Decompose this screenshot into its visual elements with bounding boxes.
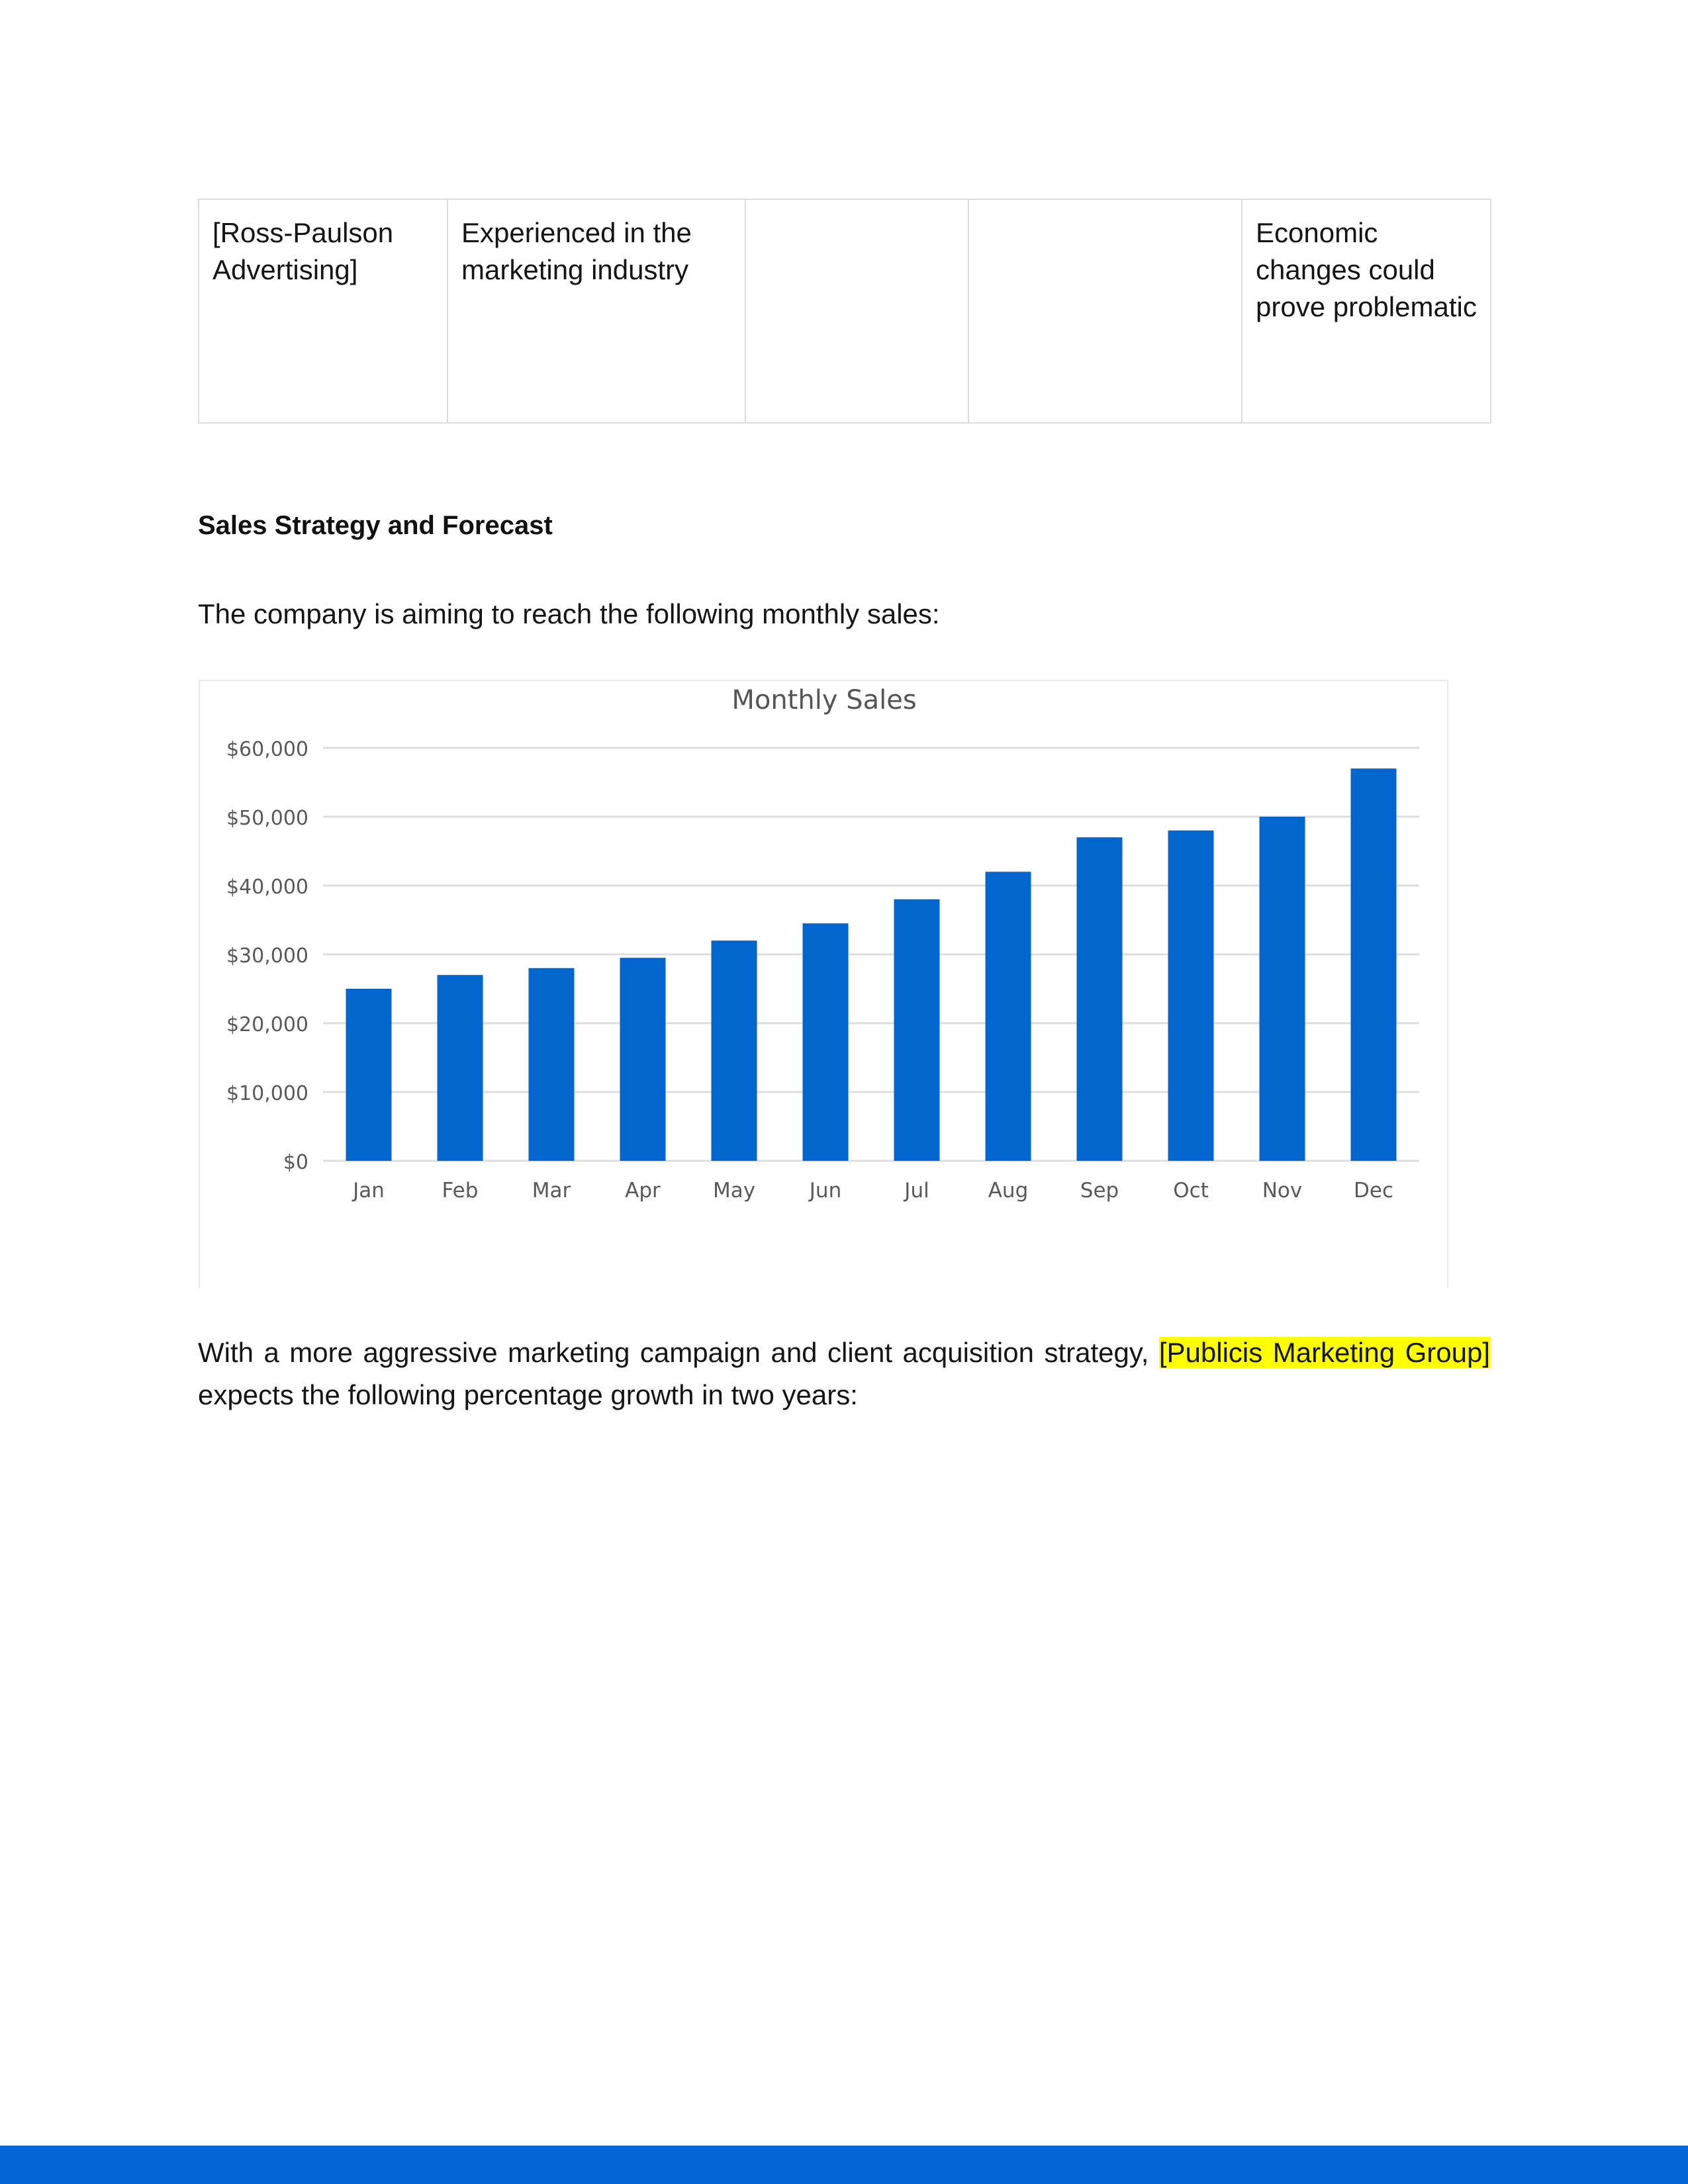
table-cell-empty: [745, 199, 968, 423]
y-tick-label: $30,000: [226, 944, 308, 968]
table-cell-empty: [968, 199, 1242, 423]
growth-text-start: With a more aggressive marketing campaign and client acquisition strategy,: [198, 1337, 1159, 1368]
competitor-strengths-cell: Experienced in the marketing industry: [447, 199, 745, 423]
bar-apr: [620, 958, 666, 1161]
bar-dec: [1351, 768, 1397, 1161]
x-tick-label: Jan: [353, 1179, 385, 1203]
bar-nov: [1260, 817, 1305, 1161]
bar-feb: [438, 975, 483, 1161]
x-tick-label: Feb: [442, 1179, 479, 1203]
y-tick-label: $10,000: [226, 1082, 308, 1105]
y-tick-label: $20,000: [226, 1013, 308, 1036]
x-tick-label: Aug: [988, 1179, 1029, 1203]
company-name-highlight: [Publicis Marketing Group]: [1158, 1337, 1490, 1368]
x-tick-label: Sep: [1080, 1179, 1119, 1203]
intro-paragraph: The company is aiming to reach the following monthly sales:: [198, 598, 940, 629]
x-tick-label: Jul: [904, 1179, 929, 1203]
bar-oct: [1168, 831, 1214, 1161]
y-tick-label: $50,000: [226, 807, 308, 830]
chart-title: Monthly Sales: [731, 685, 917, 715]
competitor-table: [198, 199, 1491, 424]
x-tick-label: Nov: [1262, 1179, 1303, 1203]
y-tick-label: $60,000: [226, 738, 308, 761]
bar-jan: [346, 989, 392, 1161]
growth-text-end: expects the following percentage growth in two years:: [198, 1379, 858, 1410]
bar-jul: [894, 899, 940, 1161]
x-tick-label: Jun: [809, 1179, 842, 1203]
chart-svg: [200, 681, 1447, 1289]
bar-aug: [986, 872, 1031, 1161]
growth-paragraph: [198, 1332, 1490, 1416]
bar-sep: [1077, 837, 1123, 1161]
x-tick-label: Dec: [1354, 1179, 1393, 1203]
bar-jun: [803, 923, 849, 1161]
y-tick-label: $0: [283, 1151, 308, 1174]
x-tick-label: Mar: [532, 1179, 571, 1203]
competitor-threats-cell: Economic changes could prove problematic: [1242, 199, 1491, 423]
table-row: [199, 199, 1491, 423]
x-tick-label: Apr: [625, 1179, 661, 1203]
competitor-name-cell: [Ross-Paulson Advertising]: [199, 199, 447, 423]
footer-bar: [0, 2146, 1688, 2184]
y-tick-label: $40,000: [226, 876, 308, 899]
monthly-sales-chart: [199, 680, 1448, 1289]
bar-may: [712, 940, 757, 1161]
x-tick-label: Oct: [1173, 1179, 1209, 1203]
section-heading: Sales Strategy and Forecast: [198, 511, 553, 540]
x-tick-label: May: [712, 1179, 756, 1203]
bar-mar: [529, 968, 575, 1161]
